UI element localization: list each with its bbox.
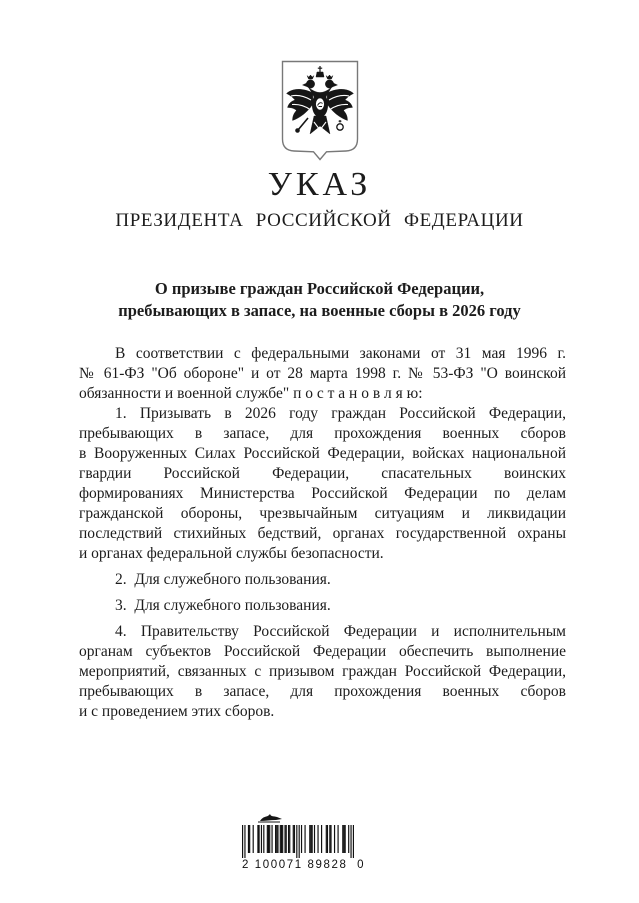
body-line: пребывающих в запасе, для прохождения военных сборов [79, 425, 566, 442]
body-line: обязанности и военной службе" п о с т а н о в л я ю: [79, 385, 423, 402]
decree-subject-line-2: пребывающих в запасе, на военные сборы в 2026 году [118, 301, 521, 320]
decree-paragraph [79, 570, 566, 590]
body-line: в Вооруженных Силах Российской Федерации, войсках национальной [79, 445, 566, 462]
body-line: гражданской обороны, чрезвычайным ситуациям и ликвидации [79, 505, 566, 522]
coat-of-arms-icon [281, 60, 359, 162]
body-line: гвардии Российской Федерации, спасательных воинских [79, 465, 566, 482]
body-line: 4. Правительству Российской Федерации и исполнительным [115, 623, 566, 640]
decree-paragraph [79, 622, 566, 722]
body-line: № 61-ФЗ "Об обороне" и от 28 марта 1998 г. № 53-ФЗ "О воинской [79, 365, 566, 382]
decree-body [79, 344, 566, 722]
barcode-block [242, 811, 368, 871]
body-line: В соответствии с федеральными законами от 31 мая 1996 г. [115, 345, 566, 362]
coat-of-arms [281, 60, 359, 162]
barcode-digits: 2 100071 89828 0 [242, 859, 366, 871]
body-line: последствий стихийных бедствий, органах государственной охраны [79, 525, 566, 542]
body-line: 1. Призывать в 2026 году граждан Российской Федерации, [115, 405, 566, 422]
body-line: мероприятий, связанных с призывом граждан Российской Федерации, [79, 663, 566, 680]
issuer-title: ПРЕЗИДЕНТА РОССИЙСКОЙ ФЕДЕРАЦИИ [115, 210, 524, 231]
body-line: пребывающих в запасе, для прохождения военных сборов [79, 683, 566, 700]
body-line: 2. Для служебного пользования. [115, 571, 331, 588]
body-line: и органах федеральной службы безопасности. [79, 545, 384, 562]
decree-paragraph [79, 404, 566, 564]
barcode [242, 825, 354, 858]
body-line: органам субъектов Российской Федерации обеспечить выполнение [79, 643, 566, 660]
decree-paragraph [79, 596, 566, 616]
body-line: 3. Для служебного пользования. [115, 597, 331, 614]
decree-paragraph [79, 344, 566, 404]
print-mark-icon [256, 811, 290, 825]
decree-subject-line-1: О призыве граждан Российской Федерации, [154, 279, 485, 298]
doc-type-title: УКАЗ [267, 166, 372, 203]
body-line: и с проведением этих сборов. [79, 703, 275, 720]
decree-subject [0, 278, 639, 322]
body-line: формированиях Министерства Российской Федерации по делам [79, 485, 566, 502]
